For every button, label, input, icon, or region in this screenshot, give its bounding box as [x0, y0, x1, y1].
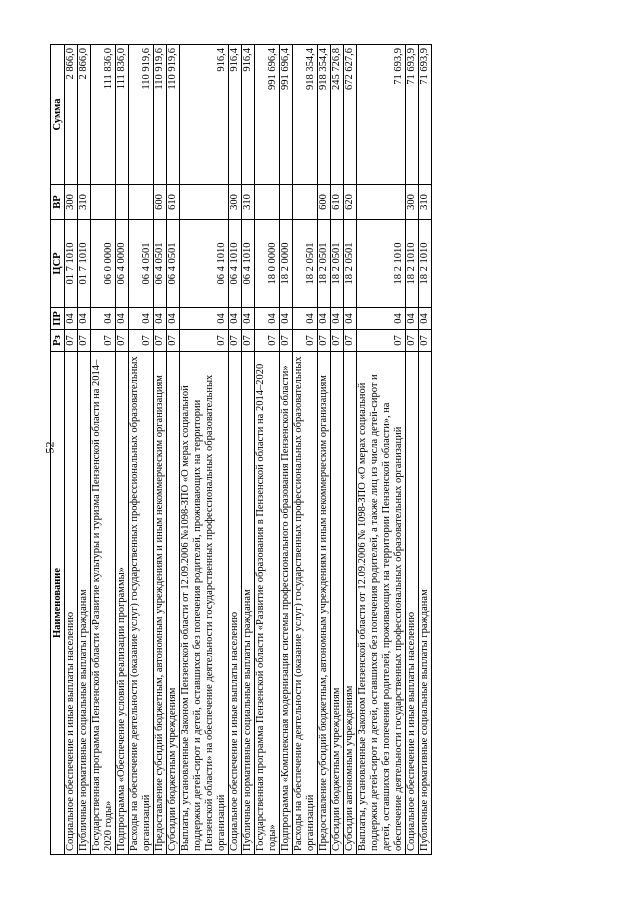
cell-rz: 07: [242, 330, 255, 352]
cell-rz: 07: [154, 330, 167, 352]
cell-csr: 01 7 1010: [65, 220, 78, 308]
cell-rz: 07: [357, 330, 406, 352]
cell-csr: 18 0 0000: [255, 220, 280, 308]
cell-vr: 610: [331, 185, 344, 220]
cell-vr: [293, 185, 318, 220]
cell-rz: 07: [65, 330, 78, 352]
cell-sum: 110 919,6: [154, 45, 167, 185]
table-row: [318, 45, 331, 855]
cell-vr: [129, 185, 154, 220]
cell-rz: 07: [344, 330, 357, 352]
cell-sum: 71 693,9: [419, 45, 432, 185]
cell-vr: 300: [65, 185, 78, 220]
cell-rz: 07: [167, 330, 180, 352]
cell-name: Публичные нормативные социальные выплаты гражданам: [78, 352, 91, 855]
cell-vr: [357, 185, 406, 220]
cell-sum: 71 693,9: [406, 45, 419, 185]
cell-vr: 600: [318, 185, 331, 220]
cell-rz: 07: [180, 330, 229, 352]
cell-name: Предоставление субсидий бюджетным, автономным учреждениям и иным некоммерческим организациям: [154, 352, 167, 855]
cell-pr: 04: [357, 308, 406, 330]
cell-rz: 07: [331, 330, 344, 352]
cell-sum: 672 627,6: [344, 45, 357, 185]
cell-name: Социальное обеспечение и иные выплаты населению: [229, 352, 242, 855]
cell-name: Социальное обеспечение и иные выплаты населению: [65, 352, 78, 855]
cell-pr: 04: [318, 308, 331, 330]
cell-name: Публичные нормативные социальные выплаты гражданам: [242, 352, 255, 855]
header-rz: Рз: [51, 330, 65, 352]
cell-rz: 07: [280, 330, 293, 352]
cell-name: Государственная программа Пензенской области «Развитие культуры и туризма Пензенской области на 2014–2020 годы»: [91, 352, 116, 855]
table-row: [357, 45, 406, 855]
cell-csr: 06 4 0501: [129, 220, 154, 308]
cell-name: Выплаты, установленные Законом Пензенской области от 12.09.2006 №1098-ЗПО «О мерах социальной поддержки детей-сирот и детей, оставшихся без попечения родителей, проживающих на территории Пензенской области» на обеспечение деятельности государственных профессиональных образовательных организаций: [180, 352, 229, 855]
cell-vr: 310: [419, 185, 432, 220]
table-row: [91, 45, 116, 855]
cell-pr: 04: [78, 308, 91, 330]
table-row: [406, 45, 419, 855]
cell-pr: 04: [419, 308, 432, 330]
cell-pr: 04: [167, 308, 180, 330]
cell-pr: 04: [406, 308, 419, 330]
cell-vr: 310: [242, 185, 255, 220]
cell-sum: 71 693,9: [357, 45, 406, 185]
cell-pr: 04: [180, 308, 229, 330]
cell-csr: 06 0 0000: [91, 220, 116, 308]
cell-sum: 991 696,4: [255, 45, 280, 185]
cell-pr: 04: [129, 308, 154, 330]
table-row: [331, 45, 344, 855]
table-row: [293, 45, 318, 855]
budget-table: [50, 44, 432, 855]
cell-csr: 06 4 1010: [229, 220, 242, 308]
cell-vr: 310: [78, 185, 91, 220]
cell-csr: 18 2 1010: [357, 220, 406, 308]
cell-name: Расходы на обеспечение деятельности (оказание услуг) государственных профессиональных образовательных организаций: [293, 352, 318, 855]
cell-sum: 111 836,0: [116, 45, 129, 185]
table-row: [154, 45, 167, 855]
cell-pr: 04: [280, 308, 293, 330]
rotated-document-body: [50, 45, 432, 855]
cell-sum: 2 866,0: [65, 45, 78, 185]
cell-pr: 04: [255, 308, 280, 330]
table-row: [419, 45, 432, 855]
cell-name: Публичные нормативные социальные выплаты гражданам: [419, 352, 432, 855]
cell-pr: 04: [91, 308, 116, 330]
cell-rz: 07: [419, 330, 432, 352]
cell-csr: 18 2 0501: [293, 220, 318, 308]
table-row: [78, 45, 91, 855]
cell-csr: 18 2 0501: [331, 220, 344, 308]
cell-csr: 06 4 1010: [242, 220, 255, 308]
cell-rz: 07: [229, 330, 242, 352]
cell-pr: 04: [331, 308, 344, 330]
cell-pr: 04: [229, 308, 242, 330]
table-row: [167, 45, 180, 855]
cell-rz: 07: [293, 330, 318, 352]
cell-pr: 04: [154, 308, 167, 330]
table-row: [280, 45, 293, 855]
table-row: [180, 45, 229, 855]
cell-sum: 918 354,4: [318, 45, 331, 185]
cell-rz: 07: [78, 330, 91, 352]
table-row: [229, 45, 242, 855]
cell-vr: [280, 185, 293, 220]
cell-csr: 06 4 0501: [154, 220, 167, 308]
cell-vr: 610: [167, 185, 180, 220]
table-row: [129, 45, 154, 855]
cell-sum: 110 919,6: [129, 45, 154, 185]
cell-name: Субсидии автономным учреждениям: [344, 352, 357, 855]
table-row: [116, 45, 129, 855]
cell-csr: 18 2 0501: [344, 220, 357, 308]
cell-sum: 918 354,4: [293, 45, 318, 185]
page-number: 52: [42, 441, 57, 454]
cell-name: Подпрограмма «Обеспечение условий реализации программы»: [116, 352, 129, 855]
cell-sum: 2 866,0: [78, 45, 91, 185]
cell-pr: 04: [293, 308, 318, 330]
cell-pr: 04: [242, 308, 255, 330]
table-row: [344, 45, 357, 855]
cell-name: Субсидии бюджетным учреждениям: [331, 352, 344, 855]
table-row: [255, 45, 280, 855]
cell-vr: [91, 185, 116, 220]
cell-name: Расходы на обеспечение деятельности (оказание услуг) государственных профессиональных образовательных организаций: [129, 352, 154, 855]
table-row: [65, 45, 78, 855]
cell-name: Предоставление субсидий бюджетным, автономным учреждениям и иным некоммерческим организациям: [318, 352, 331, 855]
table-body: [65, 45, 432, 855]
cell-sum: 916,4: [180, 45, 229, 185]
cell-rz: 07: [116, 330, 129, 352]
cell-name: Подпрограмма «Комплексная модернизация системы профессионального образования Пензенской области»: [280, 352, 293, 855]
cell-rz: 07: [91, 330, 116, 352]
cell-pr: 04: [116, 308, 129, 330]
header-csr: ЦСР: [51, 220, 65, 308]
cell-name: Выплаты, установленные Законом Пензенской области от 12.09.2006 № 1098-ЗПО «О мерах социальной поддержки детей-сирот и детей, оставшихся без попечения родителей, а также лиц из числа детей-сирот и детей, оставшихся без попечения родителей, проживающих на территории Пензенской области», на обеспечение деятельности государственных профессиональных образовательных организаций: [357, 352, 406, 855]
cell-vr: 600: [154, 185, 167, 220]
table-row: [242, 45, 255, 855]
cell-name: Субсидии бюджетным учреждениям: [167, 352, 180, 855]
cell-sum: 916,4: [229, 45, 242, 185]
cell-vr: 620: [344, 185, 357, 220]
cell-csr: 06 4 0000: [116, 220, 129, 308]
cell-sum: 916,4: [242, 45, 255, 185]
cell-csr: 18 2 1010: [419, 220, 432, 308]
cell-pr: 04: [65, 308, 78, 330]
cell-csr: 18 2 0000: [280, 220, 293, 308]
cell-sum: 111 836,0: [91, 45, 116, 185]
cell-vr: [116, 185, 129, 220]
cell-vr: [255, 185, 280, 220]
cell-vr: 300: [406, 185, 419, 220]
cell-vr: 300: [229, 185, 242, 220]
cell-csr: 18 2 1010: [406, 220, 419, 308]
cell-rz: 07: [406, 330, 419, 352]
cell-rz: 07: [129, 330, 154, 352]
cell-csr: 01 7 1010: [78, 220, 91, 308]
cell-name: Социальное обеспечение и иные выплаты населению: [406, 352, 419, 855]
cell-pr: 04: [344, 308, 357, 330]
cell-csr: 18 2 0501: [318, 220, 331, 308]
cell-sum: 110 919,6: [167, 45, 180, 185]
cell-csr: 06 4 1010: [180, 220, 229, 308]
cell-sum: 245 726,8: [331, 45, 344, 185]
table-header-row: [51, 45, 65, 855]
header-sum: Сумма: [51, 45, 65, 185]
cell-rz: 07: [318, 330, 331, 352]
cell-rz: 07: [255, 330, 280, 352]
cell-sum: 991 696,4: [280, 45, 293, 185]
header-pr: ПР: [51, 308, 65, 330]
header-name: Наименование: [51, 352, 65, 855]
header-vr: ВР: [51, 185, 65, 220]
cell-name: Государственная программа Пензенской области «Развитие образования в Пензенской области на 2014–2020 годы»: [255, 352, 280, 855]
cell-csr: 06 4 0501: [167, 220, 180, 308]
cell-vr: [180, 185, 229, 220]
